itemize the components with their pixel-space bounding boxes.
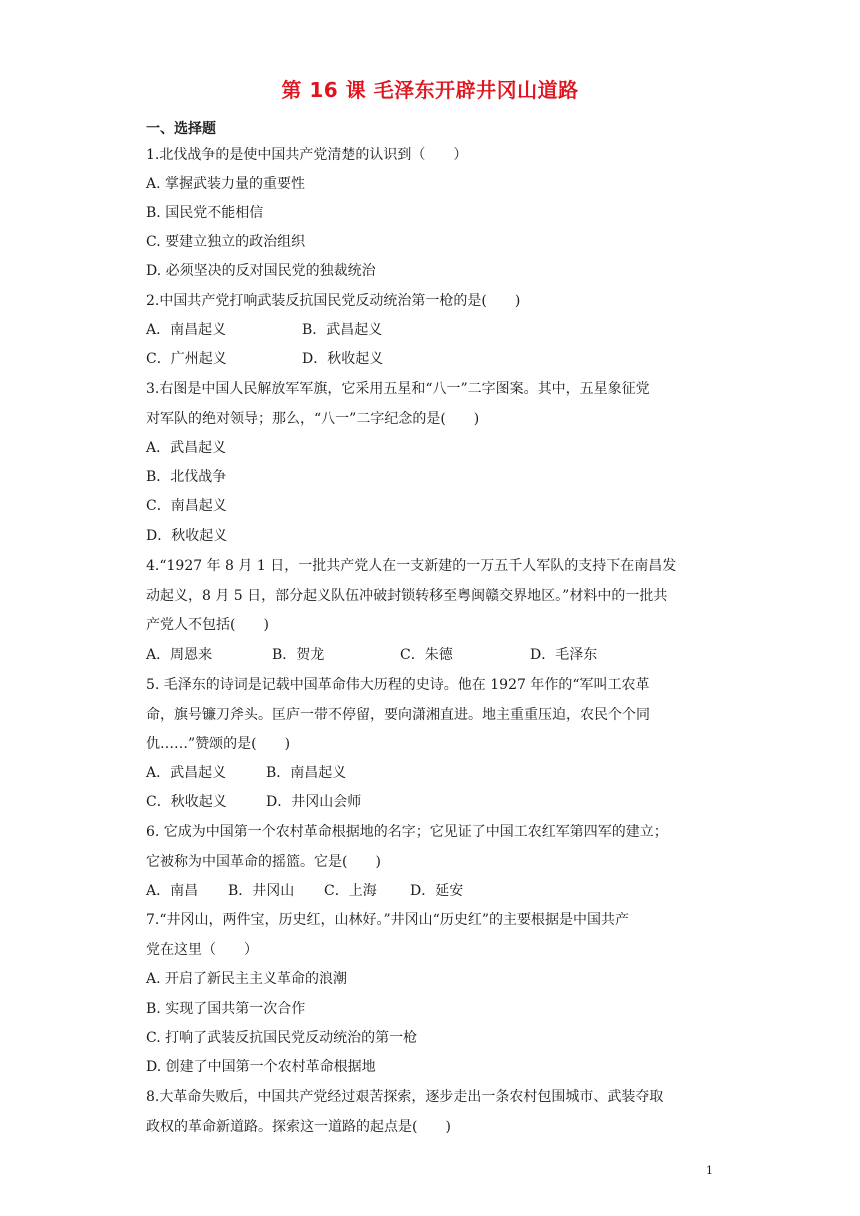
question-5-option-a: A．武昌起义 — [146, 765, 227, 781]
page-number: 1 — [706, 1164, 713, 1177]
question-5-option-c: C．秋收起义 — [146, 794, 227, 810]
question-4-option-b: B．贺龙 — [272, 647, 325, 663]
question-2-option-d: D．秋收起义 — [302, 351, 384, 367]
question-2-stem: 2.中国共产党打响武装反抗国民党反动统治第一枪的是( ) — [146, 293, 521, 309]
question-2-option-c: C．广州起义 — [146, 351, 227, 367]
question-6-option-d: D．延安 — [410, 883, 464, 899]
question-3-option-c: C．南昌起义 — [146, 498, 227, 514]
section-heading: 一、选择题 — [146, 121, 216, 137]
question-4-stem-line-3: 产党人不包括( ) — [146, 617, 269, 633]
question-4-option-a: A．周恩来 — [146, 647, 213, 663]
question-4-stem-line-2: 动起义，8 月 5 日，部分起义队伍冲破封锁转移至粤闽赣交界地区。”材料中的一批共 — [146, 588, 668, 604]
question-6-option-b: B．井冈山 — [228, 883, 295, 899]
question-5-stem-line-3: 仇……”赞颂的是( ) — [146, 736, 291, 752]
question-4-option-d: D．毛泽东 — [530, 647, 598, 663]
question-6-stem-line-1: 6. 它成为中国第一个农村革命根据地的名字；它见证了中国工农红军第四军的建立； — [146, 824, 668, 840]
question-8-stem-line-1: 8.大革命失败后，中国共产党经过艰苦探索，逐步走出一条农村包围城市、武装夺取 — [146, 1089, 664, 1105]
question-1-option-c: C. 要建立独立的政治组织 — [146, 234, 306, 250]
question-4-option-c: C．朱德 — [400, 647, 453, 663]
question-7-option-b: B. 实现了国共第一次合作 — [146, 1001, 306, 1017]
question-3-stem-line-1: 3.右图是中国人民解放军军旗，它采用五星和“八一”二字图案。其中，五星象征党 — [146, 381, 650, 397]
question-2-option-a: A．南昌起义 — [146, 322, 227, 338]
question-3-option-d: D．秋收起义 — [146, 528, 228, 544]
question-4-stem-line-1: 4.“1927 年 8 月 1 日，一批共产党人在一支新建的一万五千人军队的支持下在南昌发 — [146, 558, 677, 574]
question-6-option-a: A．南昌 — [146, 883, 199, 899]
question-5-option-d: D．井冈山会师 — [266, 794, 362, 810]
page-title: 第 16 课 毛泽东开辟井冈山道路 — [281, 78, 579, 102]
question-1-option-a: A. 掌握武装力量的重要性 — [146, 176, 306, 192]
question-5-stem-line-2: 命，旗号镰刀斧头。匡庐一带不停留，要向潇湘直进。地主重重压迫，农民个个同 — [146, 707, 650, 723]
question-7-option-c: C. 打响了武装反抗国民党反动统治的第一枪 — [146, 1030, 418, 1046]
question-7-stem-line-1: 7.“井冈山，两件宝，历史红，山林好。”井冈山“历史红”的主要根据是中国共产 — [146, 912, 629, 928]
question-3-option-b: B．北伐战争 — [146, 469, 227, 485]
question-6-option-c: C．上海 — [324, 883, 377, 899]
question-5-option-b: B．南昌起义 — [266, 765, 347, 781]
question-2-option-b: B．武昌起义 — [302, 322, 383, 338]
question-3-stem-line-2: 对军队的绝对领导；那么，“八一”二字纪念的是( ) — [146, 411, 480, 427]
question-7-option-a: A. 开启了新民主主义革命的浪潮 — [146, 971, 348, 987]
question-7-stem-line-2: 党在这里（ ） — [146, 942, 258, 958]
question-7-option-d: D. 创建了中国第一个农村革命根据地 — [146, 1059, 376, 1075]
question-3-option-a: A．武昌起义 — [146, 440, 227, 456]
question-1-option-d: D. 必须坚决的反对国民党的独裁统治 — [146, 263, 376, 279]
question-6-stem-line-2: 它被称为中国革命的摇篮。它是( ) — [146, 854, 381, 870]
question-1-stem: 1.北伐战争的是使中国共产党清楚的认识到（ ） — [146, 147, 468, 163]
question-1-option-b: B. 国民党不能相信 — [146, 205, 264, 221]
question-5-stem-line-1: 5. 毛泽东的诗词是记载中国革命伟大历程的史诗。他在 1927 年作的“军叫工农革 — [146, 677, 650, 693]
question-8-stem-line-2: 政权的革命新道路。探索这一道路的起点是( ) — [146, 1119, 451, 1135]
